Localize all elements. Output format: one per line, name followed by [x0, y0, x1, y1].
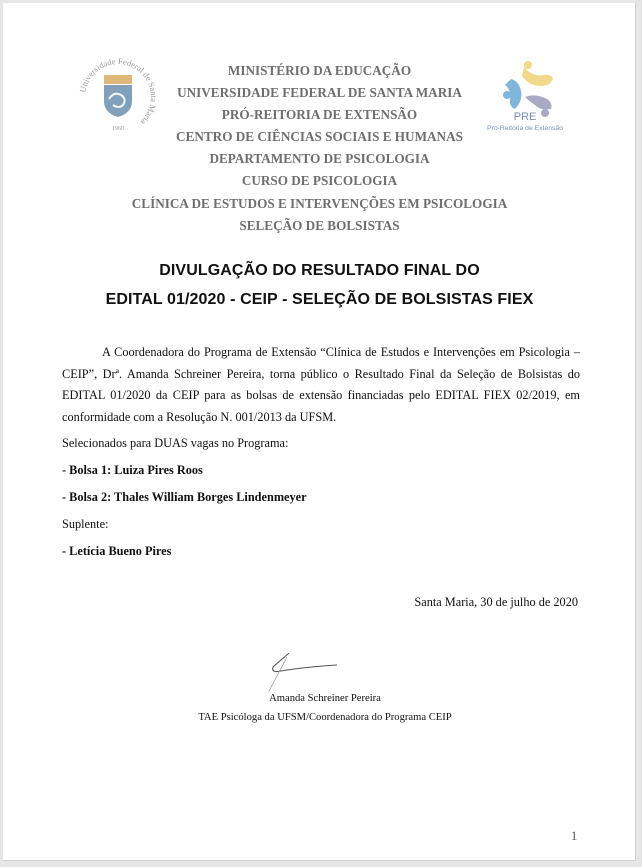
selected-scholarship-2: - Bolsa 2: Thales William Borges Lindenmeyer: [62, 490, 307, 504]
header-pro-rectorate: PRÓ-REITORIA DE EXTENSÃO: [221, 107, 418, 122]
pre-subtitle: Pró-Reitoria de Extensão: [487, 125, 563, 132]
announcement-paragraph: A Coordenadora do Programa de Extensão “Clínica de Estudos e Intervenções em Psicologia – CEIP”, Drª. Amanda Schreiner Pereira, torna público o Resultado Final da Seleção de Bolsistas do EDITAL 01/2020 da CEIP para as bolsas de extensão financiadas pelo EDITAL FIEX 02/2019, em conformidade com a Resolução N. 001/2013 da UFSM.: [62, 345, 580, 424]
substitute-label: Suplente:: [62, 517, 109, 531]
header-center: CENTRO DE CIÊNCIAS SOCIAIS E HUMANAS: [176, 129, 463, 144]
seal-year: 1960: [112, 126, 124, 132]
header-clinic: CLÍNICA DE ESTUDOS E INTERVENÇÕES EM PSICOLOGIA: [131, 196, 508, 211]
document-title-line-2: EDITAL 01/2020 - CEIP - SELEÇÃO DE BOLSISTAS FIEX: [105, 291, 534, 308]
substitute-name: - Letícia Bueno Pires: [62, 544, 172, 558]
announcement-paragraph-container: [62, 342, 580, 428]
selected-scholarship-1: - Bolsa 1: Luiza Pires Roos: [62, 463, 203, 477]
selected-label: Selecionados para DUAS vagas no Programa:: [62, 436, 289, 450]
date-line: Santa Maria, 30 de julho de 2020: [414, 595, 578, 609]
pre-acronym: PRE: [513, 111, 537, 123]
signatory-name: Amanda Schreiner Pereira: [269, 693, 381, 704]
header-ministry: MINISTÉRIO DA EDUCAÇÃO: [227, 63, 412, 78]
header-selection: SELEÇÃO DE BOLSISTAS: [239, 218, 400, 233]
document-title-line-1: DIVULGAÇÃO DO RESULTADO FINAL DO: [159, 262, 480, 279]
handwritten-signature: [265, 651, 345, 693]
header-department: DEPARTAMENTO DE PSICOLOGIA: [209, 151, 430, 166]
document-page: [3, 3, 636, 861]
header-course: CURSO DE PSICOLOGIA: [241, 173, 398, 188]
page-number: 1: [571, 829, 578, 843]
header-university: UNIVERSIDADE FEDERAL DE SANTA MARIA: [177, 85, 462, 100]
signatory-role: TAE Psicóloga da UFSM/Coordenadora do Programa CEIP: [198, 712, 452, 723]
seal-ring-text: Universidade Federal de Santa Maria: [77, 55, 160, 127]
